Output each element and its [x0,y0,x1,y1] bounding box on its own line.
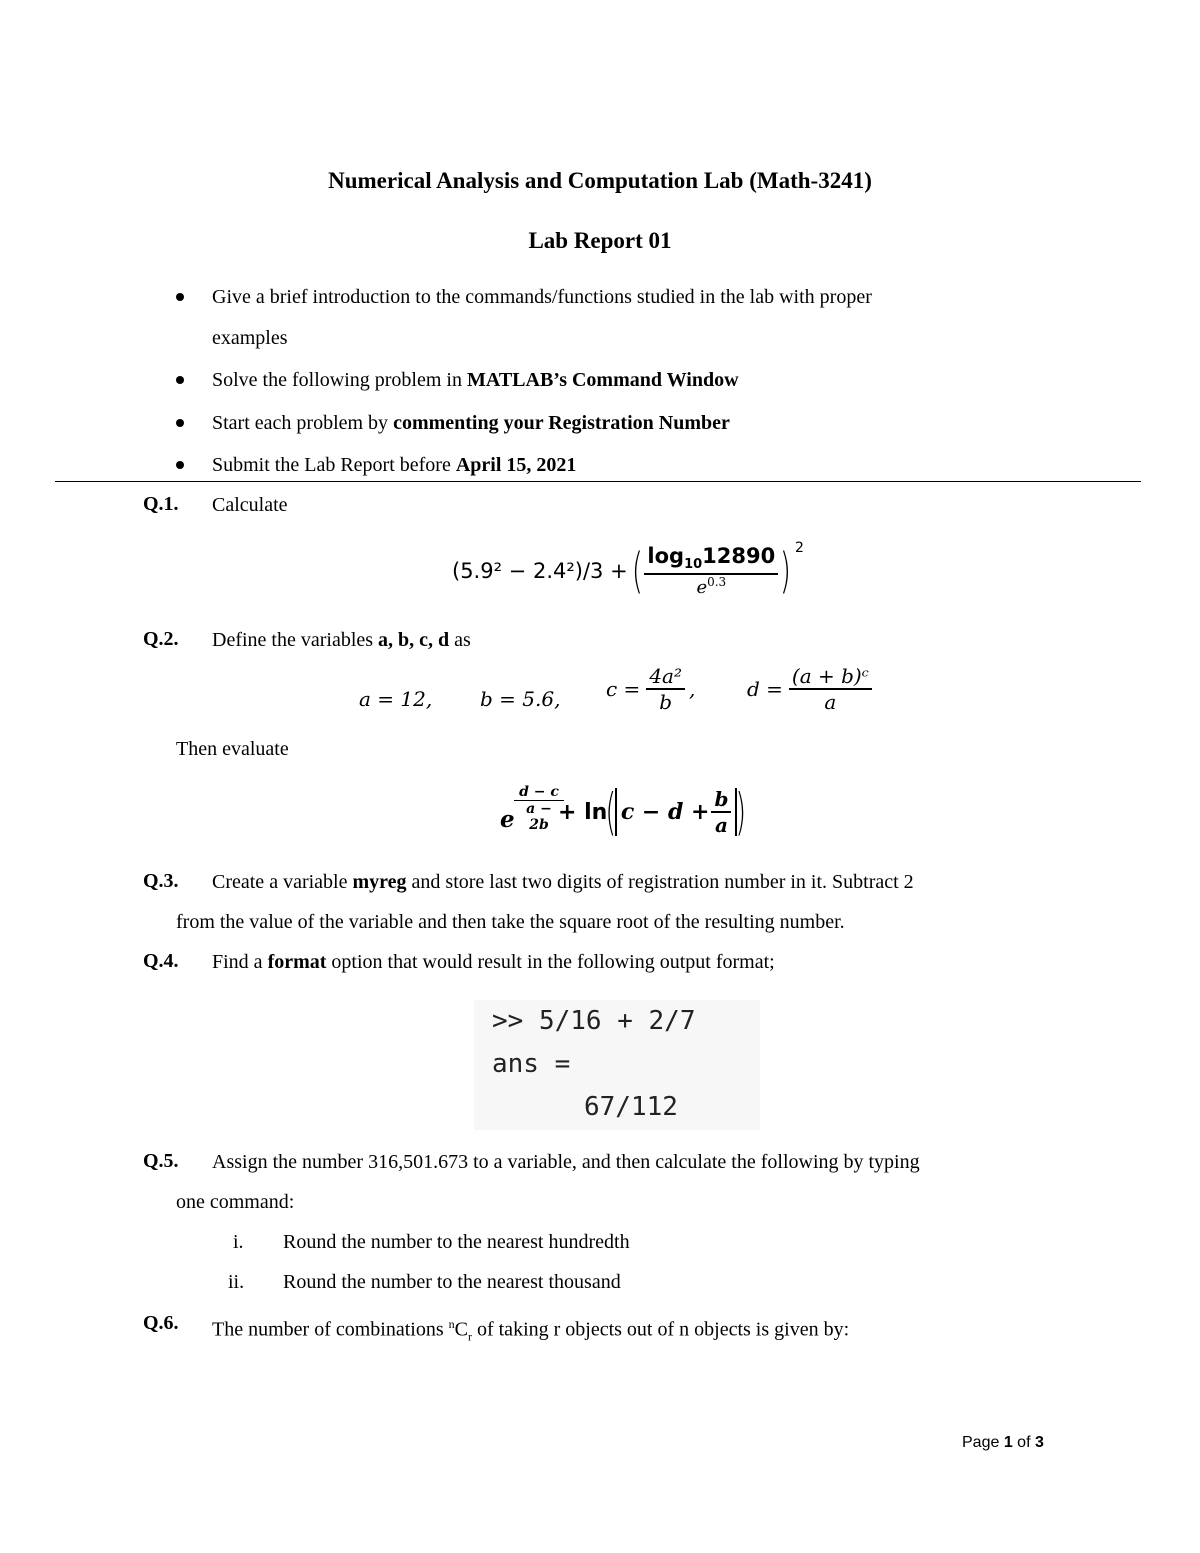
question-text: Find a format option that would result in the following output format; [212,951,775,973]
question-text: The number of combinations $^nC_r$ of taking r objects out of n objects is given by: [212,1317,850,1344]
a-definition: a = 12, [359,687,433,711]
formula-text: (5.9² − 2.4²)/3 + [452,559,628,583]
exp-base: e [696,576,708,598]
question-label: Q.1. [143,493,179,515]
c-lhs: c = [606,677,641,701]
d-lhs: d = [747,677,783,701]
question-label: Q.5. [143,1150,179,1172]
d-numerator: (a + b)ᶜ [789,664,872,690]
inner-denominator: a [714,813,728,837]
q2-formula: e $\frac{d - c}{a - 2b}$ + ln ( c − d + $\frac{b}{a}$ ) [500,783,747,841]
horizontal-divider [55,481,1141,482]
code-result-line: 67/112 [584,1092,678,1122]
b-definition: b = 5.6, [480,687,561,711]
bullet-icon [176,461,184,469]
question-label: Q.2. [143,628,179,650]
instruction-item: Start each problem by commenting your Registration Number [212,412,730,434]
list-item-number: ii. [228,1271,245,1293]
instruction-item: Solve the following problem in MATLAB’s Command Window [212,369,739,391]
list-item: Round the number to the nearest hundredth [283,1231,630,1253]
list-item-number: i. [233,1231,244,1253]
instruction-item: Submit the Lab Report before April 15, 2021 [212,454,577,476]
question-label: Q.3. [143,870,179,892]
question-text: Assign the number 316,501.673 to a variable, and then calculate the following by typing [212,1151,920,1173]
ln-text: + ln [558,799,608,825]
abs-inner-expression: c − d + [620,799,710,825]
then-evaluate-text: Then evaluate [176,738,289,760]
c-definition [606,664,695,714]
list-item: Round the number to the nearest thousand [283,1271,621,1293]
log-label: log [647,544,685,569]
code-ans-line: ans = [492,1049,571,1079]
c-comma: , [689,677,696,701]
document-title: Numerical Analysis and Computation Lab (Math-3241) [328,168,872,193]
instruction-item-continued: examples [212,327,288,349]
exp-base: e [500,806,515,833]
bullet-icon [176,419,184,427]
log-base: 10 [684,557,703,573]
question-label: Q.6. [143,1312,179,1334]
exponent-denominator: a − 2b [526,801,552,833]
question-text: Define the variables a, b, c, d as [212,629,471,651]
c-numerator: 4a² [646,664,685,690]
question-label: Q.4. [143,950,179,972]
formula-power: 2 [794,540,804,556]
question-text-continued: one command: [176,1191,295,1213]
c-denominator: b [659,690,673,714]
document-subtitle: Lab Report 01 [528,228,672,253]
log-argument: 12890 [702,544,776,569]
question-text: Calculate [212,494,288,516]
bullet-icon [176,376,184,384]
code-command-line: >> 5/16 + 2/7 [492,1006,696,1036]
matlab-output-snippet [474,1000,760,1130]
instruction-item: Give a brief introduction to the commands/functions studied in the lab with proper [212,286,872,308]
bullet-icon [176,293,184,301]
exp-power: 0.3 [707,574,727,589]
d-denominator: a [824,690,837,714]
page-number: Page 1 of 3 [962,1434,1044,1451]
question-text: Create a variable myreg and store last two digits of registration number in it. Subtract 2 [212,871,914,893]
q1-formula: (5.9² − 2.4²)/3 + ( $\frac{\log_{10}12890}{e^{0.3}}$ ) 2 [452,540,804,599]
inner-numerator: b [711,787,731,813]
d-definition [747,664,872,714]
question-text-continued: from the value of the variable and then take the square root of the resulting number. [176,911,845,933]
exponent-numerator: d − c [514,784,564,801]
